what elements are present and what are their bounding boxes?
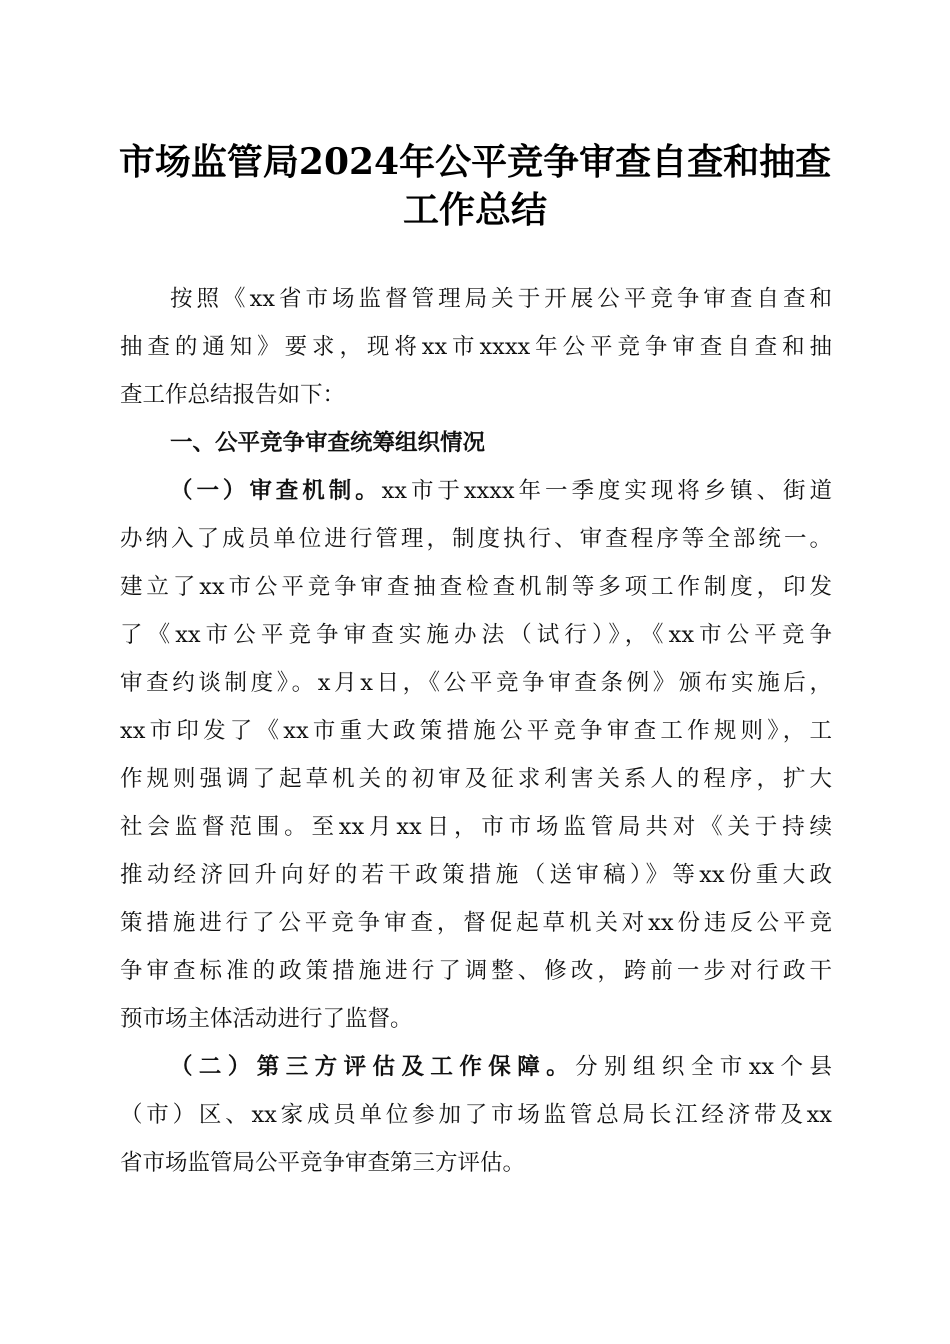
subsection-1-text: xx市于xxxx年一季度实现将乡镇、街道 xyxy=(381,478,832,504)
paragraph-line: 审查约谈制度》。x月x日，《公平竞争审查条例》颁布实施后， xyxy=(120,670,832,696)
section-heading: 一、公平竞争审查统筹组织情况 xyxy=(170,430,486,456)
paragraph-line: 预市场主体活动进行了监督。 xyxy=(120,1006,413,1032)
paragraph-line: 建立了xx市公平竞争审查抽查检查机制等多项工作制度，印发 xyxy=(120,574,832,600)
document-title-line-2: 工作总结 xyxy=(402,189,547,231)
paragraph-line: 省市场监管局公平竞争审查第三方评估。 xyxy=(120,1150,526,1176)
paragraph-line: 争审查标准的政策措施进行了调整、修改，跨前一步对行政干 xyxy=(120,958,832,984)
paragraph-line: 作规则强调了起草机关的初审及征求利害关系人的程序，扩大 xyxy=(120,766,832,792)
subsection-1-label: （一）审查机制。 xyxy=(170,478,382,504)
paragraph-line: 策措施进行了公平竞争审查，督促起草机关对xx份违反公平竞 xyxy=(120,910,832,936)
subsection-2-first-line xyxy=(120,1043,832,1091)
paragraph-line: 了《xx市公平竞争审查实施办法（试行）》，《xx市公平竞争 xyxy=(120,622,832,648)
paragraph-line: 办纳入了成员单位进行管理，制度执行、审查程序等全部统一。 xyxy=(120,526,832,552)
paragraph-line: 推动经济回升向好的若干政策措施（送审稿）》等xx份重大政 xyxy=(120,862,832,888)
subsection-2-text: 分别组织全市xx个县 xyxy=(575,1054,832,1080)
paragraph-line: （市）区、xx家成员单位参加了市场监管总局长江经济带及xx xyxy=(120,1102,832,1128)
paragraph-line: 社会监督范围。至xx月xx日，市市场监管局共对《关于持续 xyxy=(120,814,832,840)
document-title-line-1: 市场监管局2024年公平竞争审查自查和抽查 xyxy=(118,141,832,183)
intro-line: 查工作总结报告如下： xyxy=(120,382,346,408)
subsection-1-first-line xyxy=(120,467,832,515)
intro-line: 按照《xx省市场监督管理局关于开展公平竞争审查自查和 xyxy=(170,286,832,312)
subsection-2-label: （二）第三方评估及工作保障。 xyxy=(170,1054,576,1080)
document-body xyxy=(120,275,832,1187)
paragraph-line: xx市印发了《xx市重大政策措施公平竞争审查工作规则》，工 xyxy=(120,718,832,744)
intro-line: 抽查的通知》要求，现将xx市xxxx年公平竞争审查自查和抽 xyxy=(120,334,832,360)
